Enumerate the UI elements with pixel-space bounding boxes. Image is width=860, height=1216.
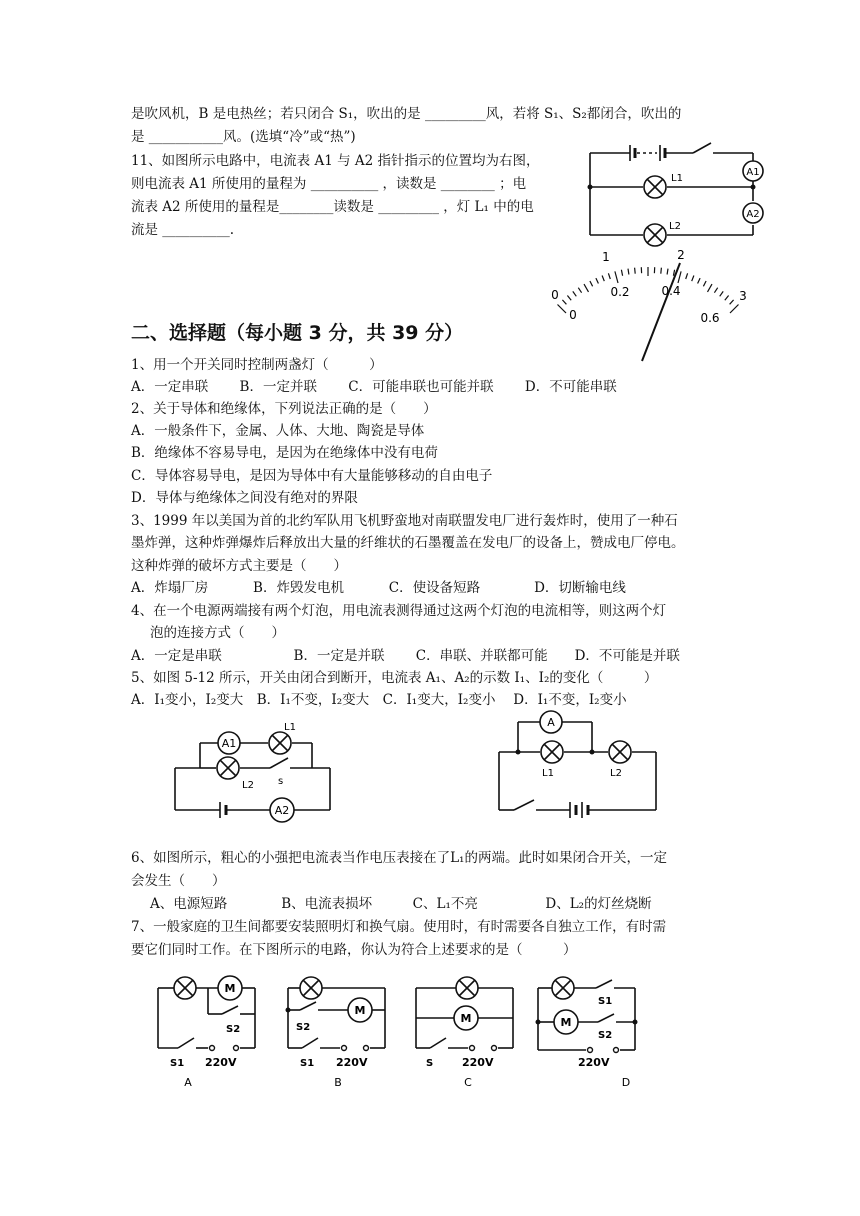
bottom-tick-2: 0.4 — [661, 284, 681, 298]
dial-tick — [590, 281, 593, 286]
q10-line1: 是吹风机，B 是电热丝；若只闭合 S₁，吹出的是 _________风，若将 S₁、S₂都闭合，吹出的 — [131, 106, 682, 122]
q6-circuit-diagram — [494, 712, 664, 817]
q7-circuit-c — [408, 970, 518, 1095]
dial-tick — [621, 270, 622, 276]
q5-s-label: s — [278, 776, 284, 787]
top-tick-3: 3 — [739, 289, 747, 303]
dial-tick — [573, 291, 577, 296]
q7-line2: 要它们同时工作。在下图所示的电路，你认为符合上述要求的是（ ） — [131, 942, 577, 958]
q6-ammeter-label: A — [547, 716, 555, 729]
dial-tick — [602, 276, 604, 282]
q4-options: A．一定是串联 B．一定是并联 C．串联、并联都可能 D．不可能是并联 — [131, 648, 680, 664]
dial-tick — [596, 278, 599, 283]
q7b-motor-label: M — [354, 1004, 366, 1017]
q3-line1: 3、1999 年以美国为首的北约军队用飞机野蛮地对南联盟发电厂进行轰炸时，使用了一种石 — [131, 513, 678, 529]
q7b-s2-label: S2 — [296, 1022, 311, 1033]
dial-tick — [714, 288, 717, 293]
q7a-s2-label: S2 — [226, 1024, 241, 1035]
dial-tick — [678, 271, 681, 283]
q7a-s1-label: S1 — [170, 1058, 185, 1069]
q7-option-d-label: D — [621, 1076, 631, 1089]
q7-circuit-d — [530, 970, 650, 1095]
ammeter-dial — [538, 245, 758, 365]
bottom-tick-0: 0 — [569, 308, 577, 322]
top-tick-1: 1 — [602, 250, 610, 264]
q1-stem: 1、用一个开关同时控制两盏灯（ ） — [131, 357, 383, 373]
q6-l2-label: L2 — [610, 768, 622, 779]
dial-tick — [667, 269, 668, 275]
q2-option-b: B．绝缘体不容易导电，是因为在绝缘体中没有电荷 — [131, 445, 438, 461]
q7-option-c-label: C — [464, 1076, 472, 1089]
q7-circuit-b — [280, 970, 390, 1095]
q6-line2: 会发生（ ） — [131, 873, 226, 889]
q7d-s1-label: S1 — [598, 996, 613, 1007]
q5-circuit-diagram — [170, 718, 340, 828]
q7-line1: 7、一般家庭的卫生间都要安装照明灯和换气扇。使用时，有时需要各自独立工作，有时需 — [131, 919, 667, 935]
q7a-voltage-label: 220V — [205, 1056, 237, 1069]
dial-tick — [661, 268, 662, 274]
q3-options: A．炸塌厂房 B．炸毁发电机 C．使设备短路 D．切断输电线 — [131, 580, 626, 596]
meter-pointer — [642, 263, 680, 361]
q11-line3: 流表 A2 所使用的量程是________读数是 _________ ，灯 L₁ 中的电 — [131, 199, 534, 215]
dial-tick — [615, 271, 618, 283]
dial-tick — [628, 269, 629, 275]
q5-l1-label: L1 — [284, 722, 296, 733]
q6-l1-label: L1 — [542, 768, 554, 779]
dial-tick — [730, 300, 734, 304]
q7c-motor-label: M — [460, 1012, 472, 1025]
top-tick-2: 2 — [677, 248, 685, 262]
top-tick-0: 0 — [551, 288, 559, 302]
bottom-tick-1: 0.2 — [610, 285, 630, 299]
q10-line2: 是 ___________风。(选填“冷”或“热”) — [131, 129, 356, 145]
q7b-s1-label: S1 — [300, 1058, 315, 1069]
bottom-tick-3: 0.6 — [700, 311, 720, 325]
q3-line3: 这种炸弹的破坏方式主要是（ ） — [131, 558, 347, 574]
q2-option-a: A．一般条件下，金属、人体、大地、陶瓷是导体 — [131, 423, 425, 439]
dial-tick — [562, 300, 566, 304]
dial-tick — [730, 305, 739, 314]
l1-label: L1 — [671, 173, 683, 184]
a1-label: A1 — [746, 167, 760, 178]
q6-line1: 6、如图所示，粗心的小强把电流表当作电压表接在了L₁的两端。此时如果闭合开关，一定 — [131, 850, 667, 866]
q11-circuit-diagram — [585, 135, 775, 245]
dial-tick — [608, 273, 610, 279]
q7d-voltage-label: 220V — [578, 1056, 610, 1069]
dial-tick — [708, 284, 713, 292]
section-2-title: 二、选择题（每小题 3 分，共 39 分） — [131, 322, 464, 344]
q2-option-c: C．导体容易导电，是因为导体中有大量能够移动的自由电子 — [131, 468, 493, 484]
dial-tick — [703, 281, 706, 286]
q7c-voltage-label: 220V — [462, 1056, 494, 1069]
dial-tick — [720, 291, 724, 296]
q5-a2-label: A2 — [274, 804, 290, 817]
a2-label: A2 — [746, 209, 760, 220]
q5-l2-label: L2 — [242, 780, 254, 791]
q3-line2: 墨炸弹，这种炸弹爆炸后释放出大量的纤维状的石墨覆盖在发电厂的设备上，赞成电厂停电。 — [131, 535, 685, 551]
q7d-motor-label: M — [560, 1016, 572, 1029]
q11-line2: 则电流表 A1 所使用的量程为 __________ ，读数是 ________ ；电 — [131, 176, 527, 192]
q5-options: A．I₁变小，I₂变大 B．I₁不变，I₂变大 C．I₁变大，I₂变小 D．I₁不变，I₂变小 — [131, 692, 627, 708]
dial-tick — [725, 296, 729, 301]
dial-tick — [692, 276, 694, 282]
q7-circuit-a — [150, 970, 260, 1095]
q4-line1: 4、在一个电源两端接有两个灯泡，用电流表测得通过这两个灯泡的电流相等，则这两个灯 — [131, 603, 667, 619]
dial-tick — [578, 288, 581, 293]
q7-option-a-label: A — [184, 1076, 192, 1089]
dial-tick — [686, 273, 688, 279]
dial-tick — [558, 305, 567, 314]
dial-tick — [567, 296, 571, 301]
q11-line1: 11、如图所示电路中，电流表 A1 与 A2 指针指示的位置均为右图， — [131, 153, 540, 169]
dial-tick — [635, 268, 636, 274]
q5-a1-label: A1 — [221, 737, 237, 750]
q5-stem: 5、如图 5-12 所示，开关由闭合到断开，电流表 A₁、A₂的示数 I₁、I₂的变化（ ） — [131, 670, 658, 686]
dial-tick — [698, 278, 701, 283]
q7d-s2-label: S2 — [598, 1030, 613, 1041]
dial-tick — [584, 284, 589, 292]
q7-option-b-label: B — [334, 1076, 342, 1089]
q7a-motor-label: M — [224, 982, 236, 995]
q7b-voltage-label: 220V — [336, 1056, 368, 1069]
l2-label: L2 — [669, 221, 681, 232]
q7c-s-label: S — [426, 1058, 434, 1069]
q2-option-d: D．导体与绝缘体之间没有绝对的界限 — [131, 490, 358, 506]
q4-line2: 泡的连接方式（ ） — [150, 625, 285, 641]
q6-options: A、电源短路 B、电流表损坏 C、L₁不亮 D、L₂的灯丝烧断 — [150, 896, 652, 912]
q1-options: A．一定串联 B．一定并联 C．可能串联也可能并联 D．不可能串联 — [131, 379, 617, 395]
q2-stem: 2、关于导体和绝缘体，下列说法正确的是（ ） — [131, 401, 437, 417]
q11-line4: 流是 __________. — [131, 222, 235, 238]
